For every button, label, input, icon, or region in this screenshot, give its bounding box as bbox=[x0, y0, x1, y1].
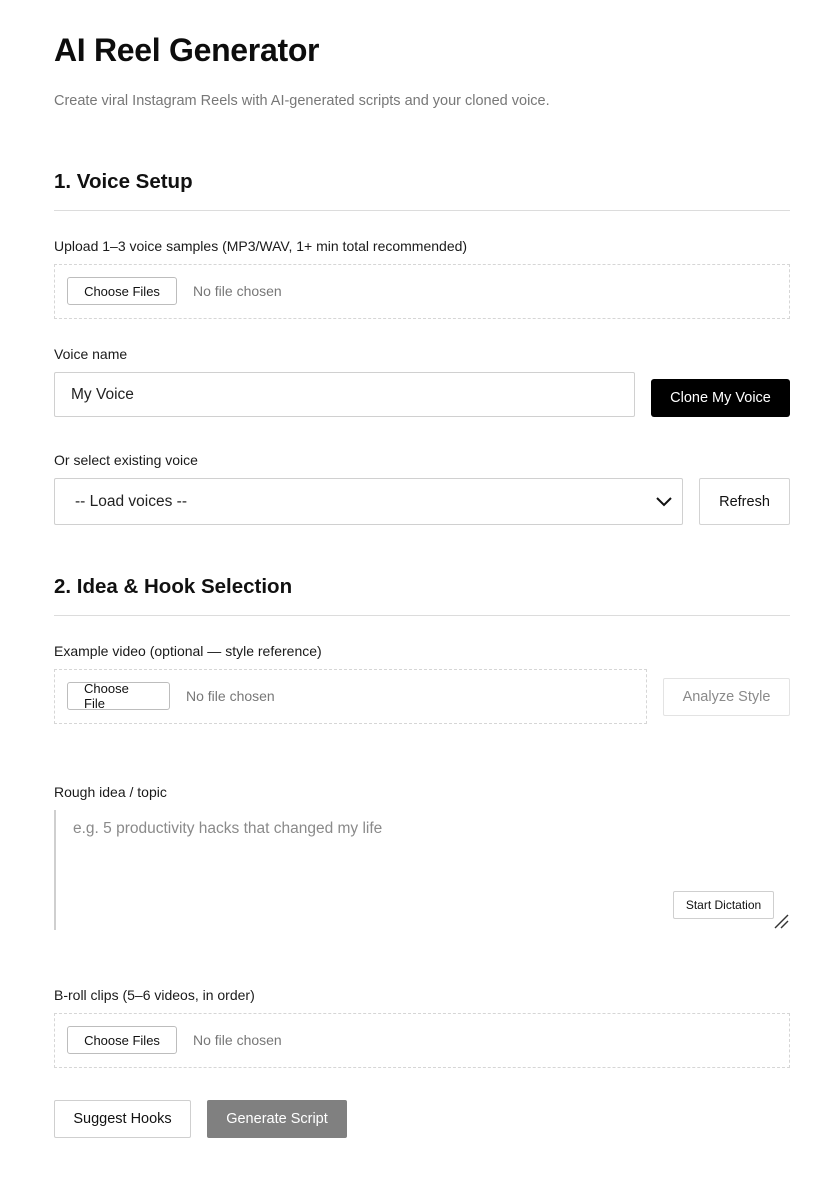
choose-voice-files-button[interactable]: Choose Files bbox=[67, 277, 177, 305]
voice-samples-label: Upload 1–3 voice samples (MP3/WAV, 1+ min total recommended) bbox=[54, 238, 468, 254]
analyze-style-button[interactable]: Analyze Style bbox=[663, 678, 790, 716]
voice-samples-status: No file chosen bbox=[193, 283, 282, 299]
generate-script-button[interactable]: Generate Script bbox=[207, 1100, 347, 1138]
clone-voice-button[interactable]: Clone My Voice bbox=[651, 379, 790, 417]
chevron-down-icon bbox=[654, 492, 674, 512]
suggest-hooks-button[interactable]: Suggest Hooks bbox=[54, 1100, 191, 1138]
existing-voice-label: Or select existing voice bbox=[54, 452, 198, 468]
voice-name-input[interactable] bbox=[54, 372, 635, 417]
start-dictation-button[interactable]: Start Dictation bbox=[673, 891, 774, 919]
broll-label: B-roll clips (5–6 videos, in order) bbox=[54, 987, 255, 1003]
select-value: -- Load voices -- bbox=[75, 492, 187, 510]
page-title: AI Reel Generator bbox=[54, 32, 320, 68]
voice-name-value: My Voice bbox=[71, 385, 134, 403]
choose-broll-files-button[interactable]: Choose Files bbox=[67, 1026, 177, 1054]
section-divider bbox=[54, 615, 790, 616]
page-subtitle: Create viral Instagram Reels with AI-generated scripts and your cloned voice. bbox=[54, 93, 550, 109]
example-video-dropzone[interactable] bbox=[54, 669, 647, 724]
voice-name-label: Voice name bbox=[54, 346, 128, 362]
topic-label: Rough idea / topic bbox=[54, 784, 167, 800]
section-voice-setup-title: 1. Voice Setup bbox=[54, 170, 193, 193]
existing-voice-select[interactable] bbox=[54, 478, 683, 525]
example-video-status: No file chosen bbox=[186, 688, 275, 704]
broll-status: No file chosen bbox=[193, 1032, 282, 1048]
resize-handle-icon[interactable] bbox=[773, 913, 789, 929]
broll-dropzone[interactable] bbox=[54, 1013, 790, 1068]
topic-placeholder: e.g. 5 productivity hacks that changed my life bbox=[73, 820, 383, 837]
section-divider bbox=[54, 210, 790, 211]
example-video-label: Example video (optional — style reference) bbox=[54, 643, 322, 659]
topic-textarea[interactable] bbox=[54, 810, 790, 930]
section-idea-title: 2. Idea & Hook Selection bbox=[54, 575, 293, 598]
voice-samples-dropzone[interactable] bbox=[54, 264, 790, 319]
choose-example-file-button[interactable]: Choose File bbox=[67, 682, 170, 710]
refresh-voices-button[interactable]: Refresh bbox=[699, 478, 790, 525]
